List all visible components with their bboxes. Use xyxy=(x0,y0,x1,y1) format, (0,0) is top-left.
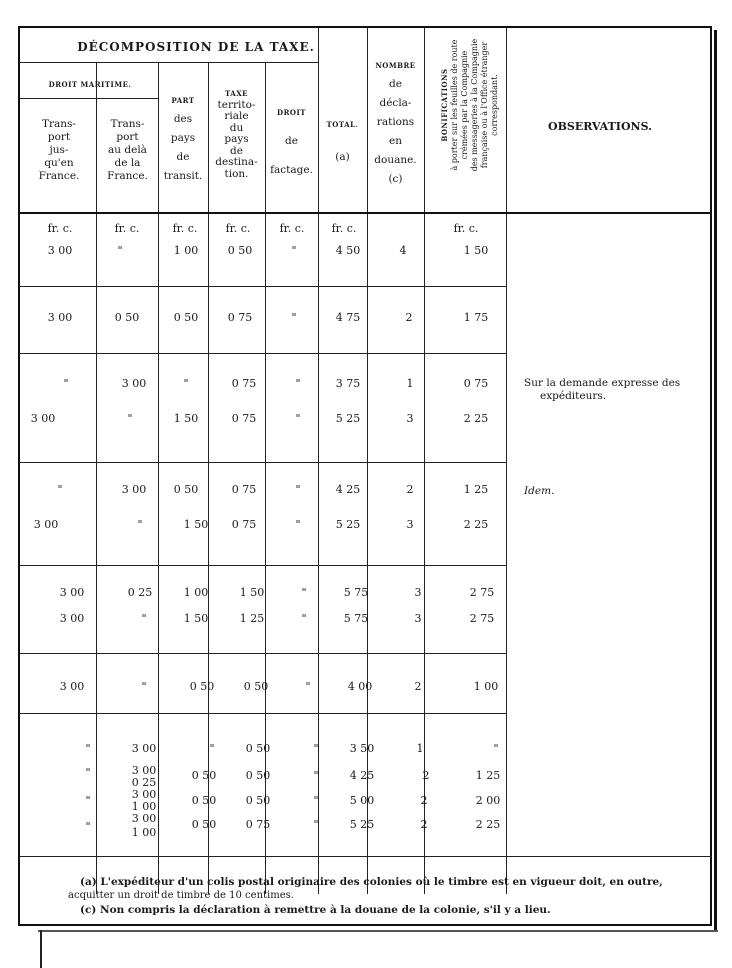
cell: 3 00 xyxy=(30,412,56,425)
cell: 1 25 xyxy=(239,612,265,625)
cell: 0 50 xyxy=(245,742,271,755)
cell: 4 25 xyxy=(335,483,361,496)
cell: " xyxy=(313,794,319,807)
cell: " xyxy=(127,412,133,425)
cell: 0 75 xyxy=(231,483,257,496)
cell: 3 50 xyxy=(349,742,375,755)
col-rule xyxy=(506,28,507,894)
table-title: DÉCOMPOSITION DE LA TAXE. xyxy=(77,40,315,54)
header-rule xyxy=(20,62,318,63)
cell: " xyxy=(295,377,301,390)
cell: 2 00 xyxy=(475,794,501,807)
cell: " xyxy=(313,818,319,831)
unit-label: fr. c. xyxy=(172,222,198,235)
cell: 1 50 xyxy=(463,244,489,257)
cell: 5 00 xyxy=(349,794,375,807)
cell: 0 75 xyxy=(231,518,257,531)
cell: 0 50 xyxy=(191,769,217,782)
cell: " xyxy=(63,377,69,390)
cell: 3 00 xyxy=(59,612,85,625)
cell: 1 25 xyxy=(475,769,501,782)
cell: 4 25 xyxy=(349,769,375,782)
row-rule xyxy=(20,353,506,354)
cell: " xyxy=(137,518,143,531)
cell: 3 00 xyxy=(59,586,85,599)
cell: 3 00 xyxy=(47,311,73,324)
frame-shadow-right xyxy=(714,30,717,932)
cell: 0 75 xyxy=(227,311,253,324)
cell: " xyxy=(141,612,147,625)
footnote-a: (a) L'expéditeur d'un colis postal originaire des colonies où le timbre est en vigueur doit, en outre, xyxy=(80,876,663,888)
col-transit-header: PART des pays de transit. xyxy=(163,96,203,182)
cell: 0 25 xyxy=(127,586,153,599)
unit-label: fr. c. xyxy=(331,222,357,235)
cell: 2 xyxy=(420,818,428,831)
cell: " xyxy=(183,377,189,390)
cell: 1 50 xyxy=(239,586,265,599)
cell: 2 75 xyxy=(469,612,495,625)
unit-label: fr. c. xyxy=(114,222,140,235)
cell: 3 00 xyxy=(33,518,59,531)
cell: 3 00 xyxy=(47,244,73,257)
cell: 2 75 xyxy=(469,586,495,599)
cell: 0 50 xyxy=(245,769,271,782)
cell: 0 50 xyxy=(191,818,217,831)
col-rule xyxy=(158,62,159,894)
cell: " xyxy=(313,769,319,782)
cell: 1 50 xyxy=(173,412,199,425)
cell: 3 xyxy=(406,518,414,531)
cell: " xyxy=(305,680,311,693)
cell: " xyxy=(301,612,307,625)
cell: 0 50 xyxy=(114,311,140,324)
cell: 2 xyxy=(414,680,422,693)
col-bonifications-header: BONIFICATIONS à porter sur les feuilles de route crémées par la Compagnie des messageries à la Compagnie française ou à l'Office étranger correspondant. xyxy=(440,38,499,172)
cell: " xyxy=(295,518,301,531)
cell: 1 00 xyxy=(173,244,199,257)
col-declarations-header: NOMBRE de décla- rations en douane. (c) xyxy=(374,61,417,185)
cell: " xyxy=(85,794,91,807)
col-rule xyxy=(96,62,97,894)
cell: 0 50 xyxy=(191,794,217,807)
footnote-rule xyxy=(20,856,712,857)
header-bottom-rule xyxy=(20,212,712,214)
observation-idem: Idem. xyxy=(524,485,555,497)
cell: 2 xyxy=(406,483,414,496)
header-rule xyxy=(20,98,158,99)
frame-shadow-bottom xyxy=(38,930,718,932)
cell: 3 00 xyxy=(121,377,147,390)
cell: 0 50 xyxy=(243,680,269,693)
cell: 0 50 xyxy=(173,311,199,324)
cell: 3 00 xyxy=(131,812,157,825)
col-territorial-tax-header: TAXE territo- riale du pays de destina- tion. xyxy=(215,89,258,180)
footnote-a-cont: acquitter un droit de timbre de 10 centimes. xyxy=(68,890,294,901)
frame-shadow-left xyxy=(40,930,42,968)
row-rule xyxy=(20,565,506,566)
col-transport-france-header: Trans- port jus- qu'en France. xyxy=(38,118,80,182)
cell: " xyxy=(117,244,123,257)
cell: 5 75 xyxy=(343,612,369,625)
unit-label: fr. c. xyxy=(279,222,305,235)
cell: 1 00 xyxy=(131,826,157,839)
cell: 0 25 xyxy=(131,776,157,789)
cell: 1 00 xyxy=(131,800,157,813)
cell: 1 00 xyxy=(473,680,499,693)
cell: " xyxy=(209,742,215,755)
cell: 0 50 xyxy=(173,483,199,496)
cell: " xyxy=(85,742,91,755)
cell: 4 75 xyxy=(335,311,361,324)
row-rule xyxy=(20,286,506,287)
cell: " xyxy=(291,244,297,257)
cell: " xyxy=(57,483,63,496)
cell: 5 75 xyxy=(343,586,369,599)
cell: 3 75 xyxy=(335,377,361,390)
cell: 0 50 xyxy=(227,244,253,257)
cell: 1 50 xyxy=(183,612,209,625)
cell: 5 25 xyxy=(349,818,375,831)
cell: " xyxy=(295,412,301,425)
unit-label: fr. c. xyxy=(47,222,73,235)
cell: 1 50 xyxy=(183,518,209,531)
cell: " xyxy=(313,742,319,755)
cell: 3 00 xyxy=(131,788,157,801)
unit-label: fr. c. xyxy=(225,222,251,235)
cell: " xyxy=(85,820,91,833)
cell: 3 00 xyxy=(121,483,147,496)
footnote-c: (c) Non compris la déclaration à remettre à la douane de la colonie, s'il y a lieu. xyxy=(80,904,551,916)
cell: " xyxy=(493,742,499,755)
cell: 5 25 xyxy=(335,412,361,425)
cell: 3 xyxy=(406,412,414,425)
cell: 0 50 xyxy=(189,680,215,693)
cell: 4 xyxy=(399,244,407,257)
observation-note: expéditeurs. xyxy=(540,390,607,402)
cell: 4 00 xyxy=(347,680,373,693)
cell: 3 xyxy=(414,612,422,625)
row-rule xyxy=(20,653,506,654)
cell: 2 xyxy=(420,794,428,807)
unit-label: fr. c. xyxy=(453,222,479,235)
cell: 2 25 xyxy=(463,412,489,425)
cell: 3 00 xyxy=(59,680,85,693)
cell: 1 25 xyxy=(463,483,489,496)
cell: 3 xyxy=(414,586,422,599)
cell: 3 00 xyxy=(131,764,157,777)
cell: " xyxy=(141,680,147,693)
cell: 1 75 xyxy=(463,311,489,324)
cell: " xyxy=(295,483,301,496)
col-rule xyxy=(424,28,425,894)
col-observations-header: OBSERVATIONS. xyxy=(548,120,652,133)
cell: 0 75 xyxy=(463,377,489,390)
cell: " xyxy=(301,586,307,599)
cell: " xyxy=(291,311,297,324)
cell: 3 00 xyxy=(131,742,157,755)
col-transport-beyond-header: Trans- port au delà de la France. xyxy=(107,118,148,182)
maritime-header: DROIT MARITIME. xyxy=(48,80,132,89)
cell: 1 xyxy=(416,742,424,755)
cell: 4 50 xyxy=(335,244,361,257)
cell: 1 xyxy=(406,377,414,390)
cell: 2 25 xyxy=(463,518,489,531)
row-rule xyxy=(20,462,506,463)
cell: 0 75 xyxy=(245,818,271,831)
col-factage-header: DROIT de factage. xyxy=(270,108,313,176)
row-rule xyxy=(20,713,506,714)
cell: 2 25 xyxy=(475,818,501,831)
cell: 2 xyxy=(422,769,430,782)
cell: 1 00 xyxy=(183,586,209,599)
cell: 5 25 xyxy=(335,518,361,531)
cell: 0 50 xyxy=(245,794,271,807)
cell: 0 75 xyxy=(231,377,257,390)
cell: 0 75 xyxy=(231,412,257,425)
col-total-header: TOTAL. (a) xyxy=(326,120,359,163)
cell: 2 xyxy=(405,311,413,324)
observation-note: Sur la demande expresse des xyxy=(524,377,681,389)
cell: " xyxy=(85,766,91,779)
